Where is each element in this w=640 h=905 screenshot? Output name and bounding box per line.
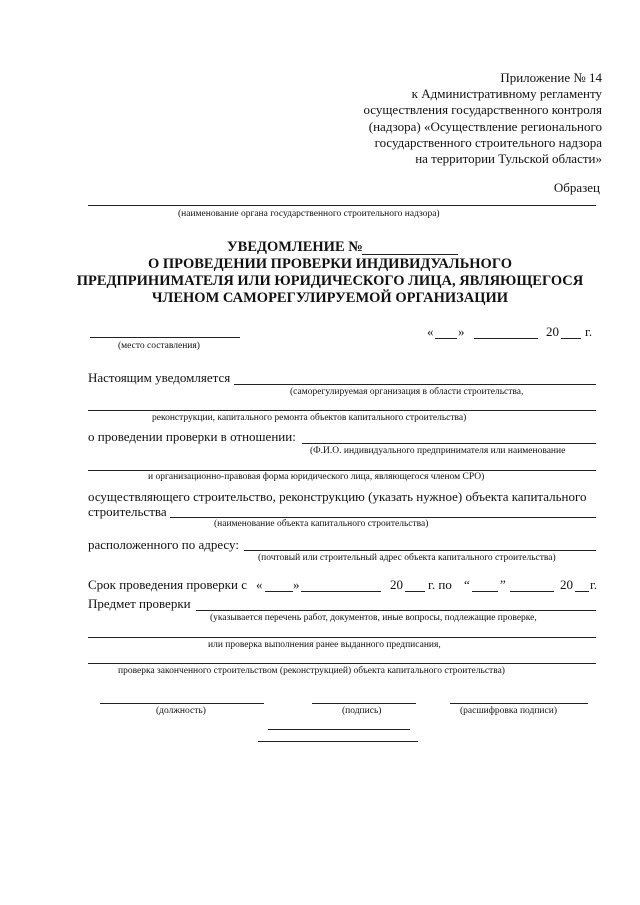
signature-caption: (подпись): [342, 706, 382, 716]
subject-field-line[interactable]: [196, 610, 596, 611]
construction-line: осуществляющего строительство, реконструкцию (указать нужное) объекта капитального: [88, 489, 587, 504]
date-year-prefix: 20: [546, 324, 559, 339]
object-caption: (наименование объекта капитального строительства): [214, 519, 429, 529]
place-caption: (место составления): [118, 341, 200, 351]
title-line: ПРЕДПРИНИМАТЕЛЯ ИЛИ ЮРИДИЧЕСКОГО ЛИЦА, ЯВЛЯЮЩЕГОСЯ: [76, 273, 584, 289]
appendix-line: государственного строительного надзора: [374, 134, 602, 150]
sro-field-line[interactable]: [234, 384, 596, 385]
period-open-quote: «: [256, 577, 263, 592]
period-start-day-field-line[interactable]: [265, 591, 293, 592]
period-label: Срок проведения проверки с: [88, 577, 247, 592]
appendix-line: (надзора) «Осуществление регионального: [368, 118, 602, 134]
place-field-line[interactable]: [90, 337, 240, 338]
address-caption: (почтовый или строительный адрес объекта капитального строительства): [258, 553, 556, 563]
subject-label: Предмет проверки: [88, 596, 191, 611]
bottom-line: [258, 741, 418, 742]
date-open-quote: «: [427, 324, 434, 339]
construction-label: строительства: [88, 504, 167, 519]
date-close-quote: »: [458, 324, 465, 339]
sro-caption-2: реконструкции, капитального ремонта объектов капитального строительства): [152, 413, 467, 423]
appendix-line: к Административному регламенту: [411, 86, 602, 102]
sro-caption: (саморегулируемая организация в области строительства,: [290, 387, 524, 397]
period-year-suffix: г.: [590, 577, 598, 592]
subject-caption: (указывается перечень работ, документов, иные вопросы, подлежащие проверке,: [210, 613, 537, 623]
date-day-field-line[interactable]: [435, 338, 457, 339]
title-line: О ПРОВЕДЕНИИ ПРОВЕРКИ ИНДИВИДУАЛЬНОГО: [148, 256, 512, 272]
entity-caption-2: и организационно-правовая форма юридического лица, являющегося членом СРО): [148, 472, 485, 482]
object-field-line[interactable]: [170, 517, 596, 518]
subject-caption-2: или проверка выполнения ранее выданного предписания,: [208, 640, 441, 650]
period-year-prefix: 20: [390, 577, 403, 592]
sro-field-line-2[interactable]: [88, 410, 596, 411]
period-start-year-field-line[interactable]: [405, 591, 425, 592]
subject-field-line-3[interactable]: [88, 663, 596, 664]
position-caption: (должность): [156, 706, 206, 716]
date-month-field-line[interactable]: [474, 338, 538, 339]
address-field-line[interactable]: [244, 550, 596, 551]
period-close-quote: »: [293, 577, 300, 592]
signature-field-line[interactable]: [312, 703, 416, 704]
period-end-year-field-line[interactable]: [575, 591, 589, 592]
authority-field-line[interactable]: [88, 205, 596, 206]
subject-caption-3: проверка законченного строительством (реконструкцией) объекта капитального строительства): [118, 666, 505, 676]
period-to-label: г. по: [428, 577, 452, 592]
appendix-line: Приложение № 14: [500, 70, 602, 85]
address-label: расположенного по адресу:: [88, 537, 239, 552]
entity-field-line-2[interactable]: [88, 470, 596, 471]
notify-label: Настоящим уведомляется: [88, 370, 231, 385]
appendix-line: осуществления государственного контроля: [363, 102, 602, 118]
notice-number-label: УВЕДОМЛЕНИЕ №: [227, 239, 363, 255]
subject-field-line-2[interactable]: [88, 637, 596, 638]
period-end-month-field-line[interactable]: [510, 591, 554, 592]
title-line: ЧЛЕНОМ САМОРЕГУЛИРУЕМОЙ ОРГАНИЗАЦИИ: [151, 290, 509, 306]
signature-decode-field-line[interactable]: [450, 703, 588, 704]
signature-decode-caption: (расшифровка подписи): [460, 706, 557, 716]
date-year-field-line[interactable]: [561, 338, 581, 339]
period-open-quote-2: “: [464, 577, 470, 592]
position-field-line[interactable]: [100, 703, 264, 704]
period-close-quote-2: ”: [500, 577, 506, 592]
authority-caption: (наименование органа государственного строительного надзора): [178, 209, 440, 219]
inspection-label: о проведении проверки в отношении:: [88, 429, 296, 444]
period-end-day-field-line[interactable]: [472, 591, 498, 592]
period-start-month-field-line[interactable]: [301, 591, 381, 592]
entity-field-line[interactable]: [302, 443, 596, 444]
entity-caption: (Ф.И.О. индивидуального предпринимателя или наименование: [310, 446, 566, 456]
period-year-prefix-2: 20: [560, 577, 573, 592]
bottom-line: [268, 729, 410, 730]
sample-label: Образец: [553, 180, 600, 195]
appendix-block: [363, 70, 602, 167]
notice-number-field-line[interactable]: [362, 254, 458, 255]
appendix-line: на территории Тульской области»: [415, 151, 602, 167]
date-year-suffix: г.: [585, 324, 593, 339]
